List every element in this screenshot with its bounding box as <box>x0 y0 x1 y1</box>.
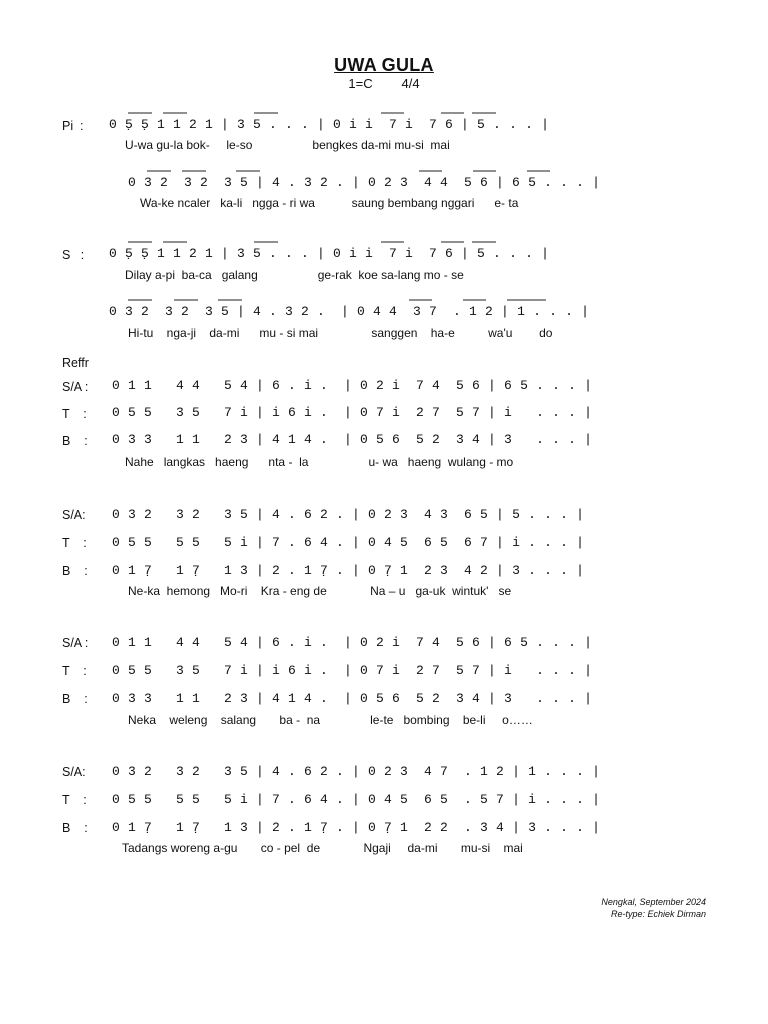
notation-line: 0 5̣ 5̣ 1 1 2 1 | 3 5 . . . | 0 i i 7 i 7 6 | 5 . . . | <box>109 117 550 132</box>
part-label-t: T : <box>62 664 87 678</box>
lyrics-line: Hi-tu nga-ji da-mi mu - si mai sanggen ha-e wa'u do <box>128 326 553 340</box>
notation-line: 0 3 2 3 2 3 5 | 4 . 6 2 . | 0 2 3 4 7 . 1 2 | 1 . . . | <box>112 764 601 779</box>
notation-line: 0 5̣ 5̣ 1 1 2 1 | 3 5 . . . | 0 i i 7 i 7 6 | 5 . . . | <box>109 246 550 261</box>
part-label-t: T : <box>62 407 87 421</box>
notation-line: 0 3 2 3 2 3 5 | 4 . 3 2 . | 0 2 3 4 4 5 6 | 6 5 . . . | <box>128 175 601 190</box>
footer-retype: Re-type: Echiek Dirman <box>610 909 706 919</box>
part-label-sa: S/A : <box>62 380 89 394</box>
part-label-s: S : <box>62 248 85 262</box>
notation-line: 0 5 5 3 5 7 i | i 6 i . | 0 7 i 2 7 5 7 | i . . . | <box>112 405 593 420</box>
notation-line: 0 3 2 3 2 3 5 | 4 . 6 2 . | 0 2 3 4 3 6 5 | 5 . . . | <box>112 507 585 522</box>
notation-line: 0 3 3 1 1 2 3 | 4 1 4 . | 0 5 6 5 2 3 4 | 3 . . . | <box>112 691 593 706</box>
part-label-pi: Pi : <box>62 119 84 133</box>
part-label-t: T : <box>62 793 87 807</box>
key-and-meter: 1=C 4/4 <box>348 76 420 91</box>
notation-line: 0 1 1 4 4 5 4 | 6 . i . | 0 2 i 7 4 5 6 | 6 5 . . . | <box>112 635 593 650</box>
lyrics-line: Neka weleng salang ba - na le-te bombing be-li o…… <box>128 713 533 727</box>
lyrics-line: Tadangs woreng a-gu co - pel de Ngaji da-mi mu-si mai <box>122 841 523 855</box>
notation-line: 0 3 3 1 1 2 3 | 4 1 4 . | 0 5 6 5 2 3 4 | 3 . . . | <box>112 432 593 447</box>
part-label-b: B : <box>62 564 88 578</box>
part-label-b: B : <box>62 821 88 835</box>
lyrics-line: Nahe langkas haeng nta - la u- wa haeng wulang - mo <box>125 455 514 469</box>
notation-line: 0 1 7̣ 1 7̣ 1 3 | 2 . 1 7̣ . | 0 7̣ 1 2 3 4 2 | 3 . . . | <box>112 563 585 578</box>
lyrics-line: U-wa gu-la bok- le-so bengkes da-mi mu-si mai <box>125 138 450 152</box>
lyrics-line: Dilay a-pi ba-ca galang ge-rak koe sa-lang mo - se <box>125 268 464 282</box>
song-title: UWA GULA <box>334 55 434 75</box>
part-label-sa: S/A: <box>62 765 86 779</box>
notation-line: 0 1 7̣ 1 7̣ 1 3 | 2 . 1 7̣ . | 0 7̣ 1 2 2 . 3 4 | 3 . . . | <box>112 820 601 835</box>
refrain-label: Reffr <box>62 356 89 370</box>
notation-line: 0 1 1 4 4 5 4 | 6 . i . | 0 2 i 7 4 5 6 | 6 5 . . . | <box>112 378 593 393</box>
lyrics-line: Wa-ke ncaler ka-li ngga - ri wa saung bembang nggari e- ta <box>140 196 519 210</box>
notation-line: 0 3 2 3 2 3 5 | 4 . 3 2 . | 0 4 4 3 7 . 1 2 | 1 . . . | <box>109 304 590 319</box>
notation-line: 0 5 5 5 5 5 i | 7 . 6 4 . | 0 4 5 6 5 . 5 7 | i . . . | <box>112 792 601 807</box>
notation-line: 0 5 5 5 5 5 i | 7 . 6 4 . | 0 4 5 6 5 6 7 | i . . . | <box>112 535 585 550</box>
part-label-sa: S/A: <box>62 508 86 522</box>
footer-date: Nengkal, September 2024 <box>601 897 706 907</box>
notation-line: 0 5 5 3 5 7 i | i 6 i . | 0 7 i 2 7 5 7 | i . . . | <box>112 663 593 678</box>
part-label-b: B : <box>62 434 88 448</box>
part-label-sa: S/A : <box>62 636 89 650</box>
part-label-b: B : <box>62 692 88 706</box>
lyrics-line: Ne-ka hemong Mo-ri Kra - eng de Na – u ga-uk wintuk' se <box>128 584 512 598</box>
part-label-t: T : <box>62 536 87 550</box>
